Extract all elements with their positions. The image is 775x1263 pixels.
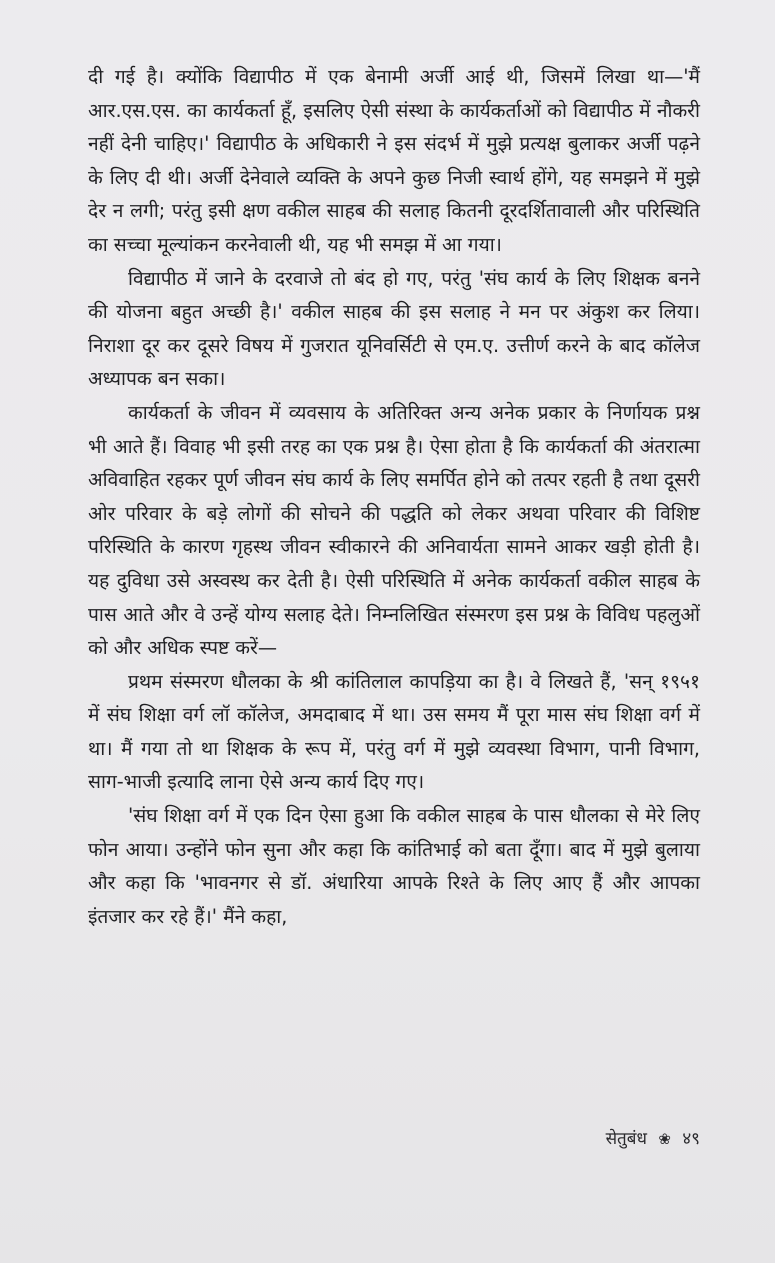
page-number: ४९ <box>682 1129 700 1149</box>
paragraph-2: विद्यापीठ में जाने के दरवाजे तो बंद हो गए, परंतु 'संघ कार्य के लिए शिक्षक बनने की योजना बहुत अच्छी है।' वकील साहब की इस सलाह ने मन पर अंकुश कर लिया। निराशा दूर कर दूसरे विषय में गुजरात यूनिवर्सिटी से एम.ए. उत्तीर्ण करने के बाद कॉलेज अध्यापक बन सका। <box>88 266 700 391</box>
paragraph-4: प्रथम संस्मरण धौलका के श्री कांतिलाल कापड़िया का है। वे लिखते हैं, 'सन् १९५१ में संघ शिक्षा वर्ग लॉ कॉलेज, अमदाबाद में था। उस समय मैं पूरा मास संघ शिक्षा वर्ग में था। मैं गया तो था शिक्षक के रूप में, परंतु वर्ग में मुझे व्यवस्था विभाग, पानी विभाग, साग-भाजी इत्यादि लाना ऐसे अन्य कार्य दिए गए। <box>88 669 700 794</box>
book-title: सेतुबंध <box>605 1129 647 1149</box>
paragraph-5: 'संघ शिक्षा वर्ग में एक दिन ऐसा हुआ कि वकील साहब के पास धौलका से मेरे लिए फोन आया। उन्होंने फोन सुना और कहा कि कांतिभाई को बता दूँगा। बाद में मुझे बुलाया और कहा कि 'भावनगर से डॉ. अंधारिया आपके रिश्ते के लिए आए हैं और आपका इंतजार कर रहे हैं।' मैंने कहा, <box>88 804 700 928</box>
body-text <box>88 60 700 933</box>
page-footer <box>0 1126 700 1149</box>
paragraph-1: दी गई है। क्योंकि विद्यापीठ में एक बेनामी अर्जी आई थी, जिसमें लिखा था—'मैं आर.एस.एस. का कार्यकर्ता हूँ, इसलिए ऐसी संस्था के कार्यकर्ताओं को विद्यापीठ में नौकरी नहीं देनी चाहिए।' विद्यापीठ के अधिकारी ने इस संदर्भ में मुझे प्रत्यक्ष बुलाकर अर्जी पढ़ने के लिए दी थी। अर्जी देनेवाले व्यक्ति के अपने कुछ निजी स्वार्थ होंगे, यह समझने में मुझे देर न लगी; परंतु इसी क्षण वकील साहब की सलाह कितनी दूरदर्शितावाली और परिस्थिति का सच्चा मूल्यांकन करनेवाली थी, यह भी समझ में आ गया। <box>88 65 700 256</box>
paragraph-3: कार्यकर्ता के जीवन में व्यवसाय के अतिरिक्त अन्य अनेक प्रकार के निर्णायक प्रश्न भी आते हैं। विवाह भी इसी तरह का एक प्रश्न है। ऐसा होता है कि कार्यकर्ता की अंतरात्मा अविवाहित रहकर पूर्ण जीवन संघ कार्य के लिए समर्पित होने को तत्पर रहती है तथा दूसरी ओर परिवार के बड़े लोगों की सोचने की पद्धति को लेकर अथवा परिवार की विशिष्ट परिस्थिति के कारण गृहस्थ जीवन स्वीकारने की अनिवार्यता सामने आकर खड़ी होती है। यह दुविधा उसे अस्वस्थ कर देती है। ऐसी परिस्थिति में अनेक कार्यकर्ता वकील साहब के पास आते और वे उन्हें योग्य सलाह देते। निम्नलिखित संस्मरण इस प्रश्न के विविध पहलुओं को और अधिक स्पष्ट करें— <box>88 400 700 660</box>
floral-ornament-icon: ❀ <box>658 1130 671 1148</box>
